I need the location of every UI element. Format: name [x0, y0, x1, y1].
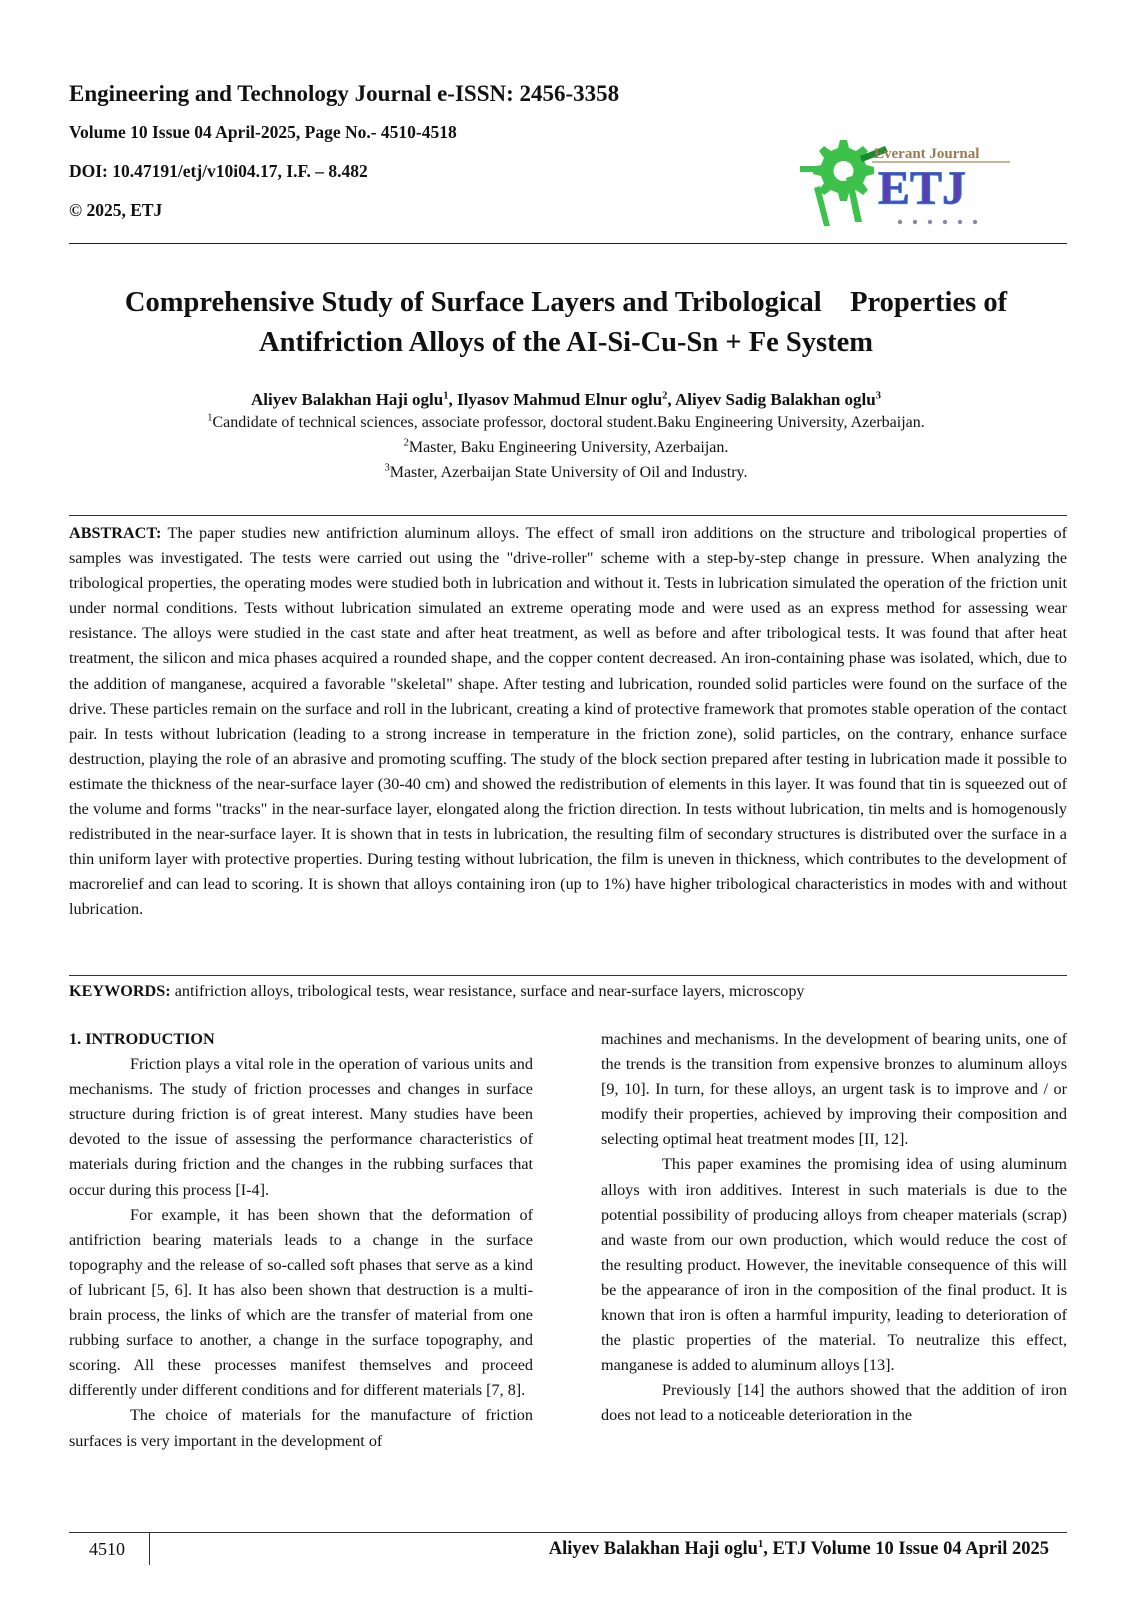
keywords [69, 980, 1067, 1002]
affiliation-2-sup: 2 [403, 437, 409, 449]
copyright-info: © 2025, ETJ [69, 200, 163, 220]
paper-title [60, 283, 1072, 363]
affiliation-3-text: Master, Azerbaijan State University of Oil and Industry. [389, 464, 748, 481]
author-list [60, 389, 1072, 411]
footer-author: Aliyev Balakhan Haji oglu [548, 1539, 758, 1559]
doi-info: DOI: 10.47191/etj/v10i04.17, I.F. – 8.482 [69, 161, 368, 181]
keywords-label: KEYWORDS: [69, 982, 171, 1000]
paragraph-4: This paper examines the promising idea of using aluminum alloys with iron additives. Interest in such materials is due to the potential possibility of producing alloys from cheaper materials (scrap) and waste from our own production, which would reduce the cost of the resulting product. However, the inevitable consequence of this will be the appearance of iron in the composition of the final product. It is known that iron is often a harmful impurity, leading to deterioration of the plastic properties of the material. To neutralize this effect, manganese is added to aluminum alloys [13]. [601, 1155, 1067, 1375]
keywords-text: antifriction alloys, tribological tests, wear resistance, surface and near-surface layers, microscopy [170, 982, 805, 1000]
left-column [69, 1027, 533, 1454]
author-2-sup: 2 [662, 390, 668, 402]
affiliation-1 [60, 413, 1072, 433]
title-line-1: Comprehensive Study of Surface Layers and Tribological Properties of [124, 287, 1008, 318]
footer-author-sup: 1 [757, 1538, 764, 1550]
abstract-label: ABSTRACT: [69, 524, 162, 542]
paragraph-1: Friction plays a vital role in the operation of various units and mechanisms. The study of friction processes and changes in surface structure during friction is of great interest. Many studies have been devoted to the issue of assessing the performance characteristics of materials during friction and the changes in the rubbing surfaces that occur during this process [I-4]. [69, 1055, 533, 1199]
paragraph-3: The choice of materials for the manufacture of friction surfaces is very important in the development of [69, 1406, 533, 1450]
author-3: , Aliyev Sadig Balakhan oglu [667, 390, 876, 409]
affiliation-3 [60, 463, 1072, 483]
affiliation-2 [60, 438, 1072, 458]
paragraph-2: For example, it has been shown that the deformation of antifriction bearing materials leads to a change in the surface topography and the release of so-called soft phases that serve as a kind of lubricant [5, 6]. It has also been shown that destruction is a multi-brain process, the links of which are the transfer of material from one rubbing surface to another, a change in the surface topography, and scoring. All these processes manifest themselves and proceed differently under different conditions and for different materials [7, 8]. [69, 1205, 533, 1400]
paragraph-3-continued: machines and mechanisms. In the development of bearing units, one of the trends is the transition from expensive bronzes to aluminum alloys [9, 10]. In turn, for these alloys, an urgent task is to improve and / or modify their properties, achieved by improving their composition and selecting optimal heat treatment modes [II, 12]. [601, 1030, 1067, 1149]
author-3-sup: 3 [875, 390, 881, 402]
section-heading-introduction: 1. INTRODUCTION [69, 1030, 215, 1048]
abstract-top-rule [69, 515, 1067, 516]
footer-journal: , ETJ Volume 10 Issue 04 April 2025 [763, 1539, 1049, 1559]
svg-text:Everant Journal: Everant Journal [874, 146, 980, 162]
abstract-bottom-rule [69, 975, 1067, 976]
footer-citation [549, 1538, 1049, 1560]
header-rule [69, 243, 1067, 244]
svg-text:ETJ: ETJ [878, 162, 967, 215]
affiliation-1-text: Candidate of technical sciences, associate professor, doctoral student.Baku Engineering University, Azerbaijan. [212, 414, 925, 431]
title-line-2: Antifriction Alloys of the AI-Si-Cu-Sn + Fe System [259, 327, 873, 358]
author-2: , Ilyasov Mahmud Elnur oglu [448, 390, 663, 409]
footer-rule [69, 1532, 1067, 1533]
affiliation-2-text: Master, Baku Engineering University, Azerbaijan. [408, 439, 729, 456]
affiliation-3-sup: 3 [384, 462, 390, 474]
paragraph-5: Previously [14] the authors showed that the addition of iron does not lead to a noticeable deterioration in the [601, 1381, 1067, 1425]
abstract [69, 521, 1067, 923]
journal-header [69, 80, 619, 238]
right-column [601, 1027, 1067, 1429]
volume-info: Volume 10 Issue 04 April-2025, Page No.- 4510-4518 [69, 122, 457, 142]
etj-logo [800, 126, 1012, 234]
author-1: Aliyev Balakhan Haji oglu [251, 390, 444, 409]
author-1-sup: 1 [443, 390, 449, 402]
affiliation-1-sup: 1 [207, 412, 213, 424]
journal-name: Engineering and Technology Journal e-ISSN: 2456-3358 [69, 81, 620, 106]
abstract-text: The paper studies new antifriction aluminum alloys. The effect of small iron additions on the structure and tribological properties of samples was investigated. The tests were carried out using the "drive-roller" scheme with a step-by-step change in pressure. When analyzing the tribological properties, the operating modes were studied both in lubrication and without it. Tests in lubrication simulated the operation of the friction unit under normal conditions. Tests without lubrication simulated an extreme operating mode and were used as an express method for assessing wear resistance. The alloys were studied in the cast state and after heat treatment, as well as before and after tribological tests. It was found that after heat treatment, the silicon and mica phases acquired a rounded shape, and the copper content decreased. An iron-containing phase was isolated, which, due to the addition of manganese, acquired a favorable "skeletal" shape. After testing and lubrication, rounded solid particles were found on the surface of the drive. These particles remain on the surface and roll in the lubricant, creating a kind of protective framework that promotes stable operation of the contact pair. In tests without lubrication (leading to a strong increase in temperature in the friction zone), solid particles, on the contrary, enhance surface destruction, playing the role of an abrasive and promoting scuffing. The study of the block section prepared after testing in lubrication made it possible to estimate the thickness of the near-surface layer (30-40 cm) and showed the redistribution of elements in this layer. It was found that tin is squeezed out of the volume and forms "tracks" in the near-surface layer, elongated along the friction direction. In tests without lubrication, tin melts and is homogenously redistributed in the near-surface layer. It is shown that in tests in lubrication, the resulting film of secondary structures is distributed over the surface in a thin uniform layer with protective properties. During testing without lubrication, the film is uneven in thickness, which contributes to the development of macrorelief and can lead to scoring. It is shown that alloys containing iron (up to 1%) have higher tribological characteristics in modes with and without lubrication. [69, 524, 1067, 919]
page-number: 4510 [89, 1539, 125, 1559]
footer-divider [149, 1533, 150, 1565]
